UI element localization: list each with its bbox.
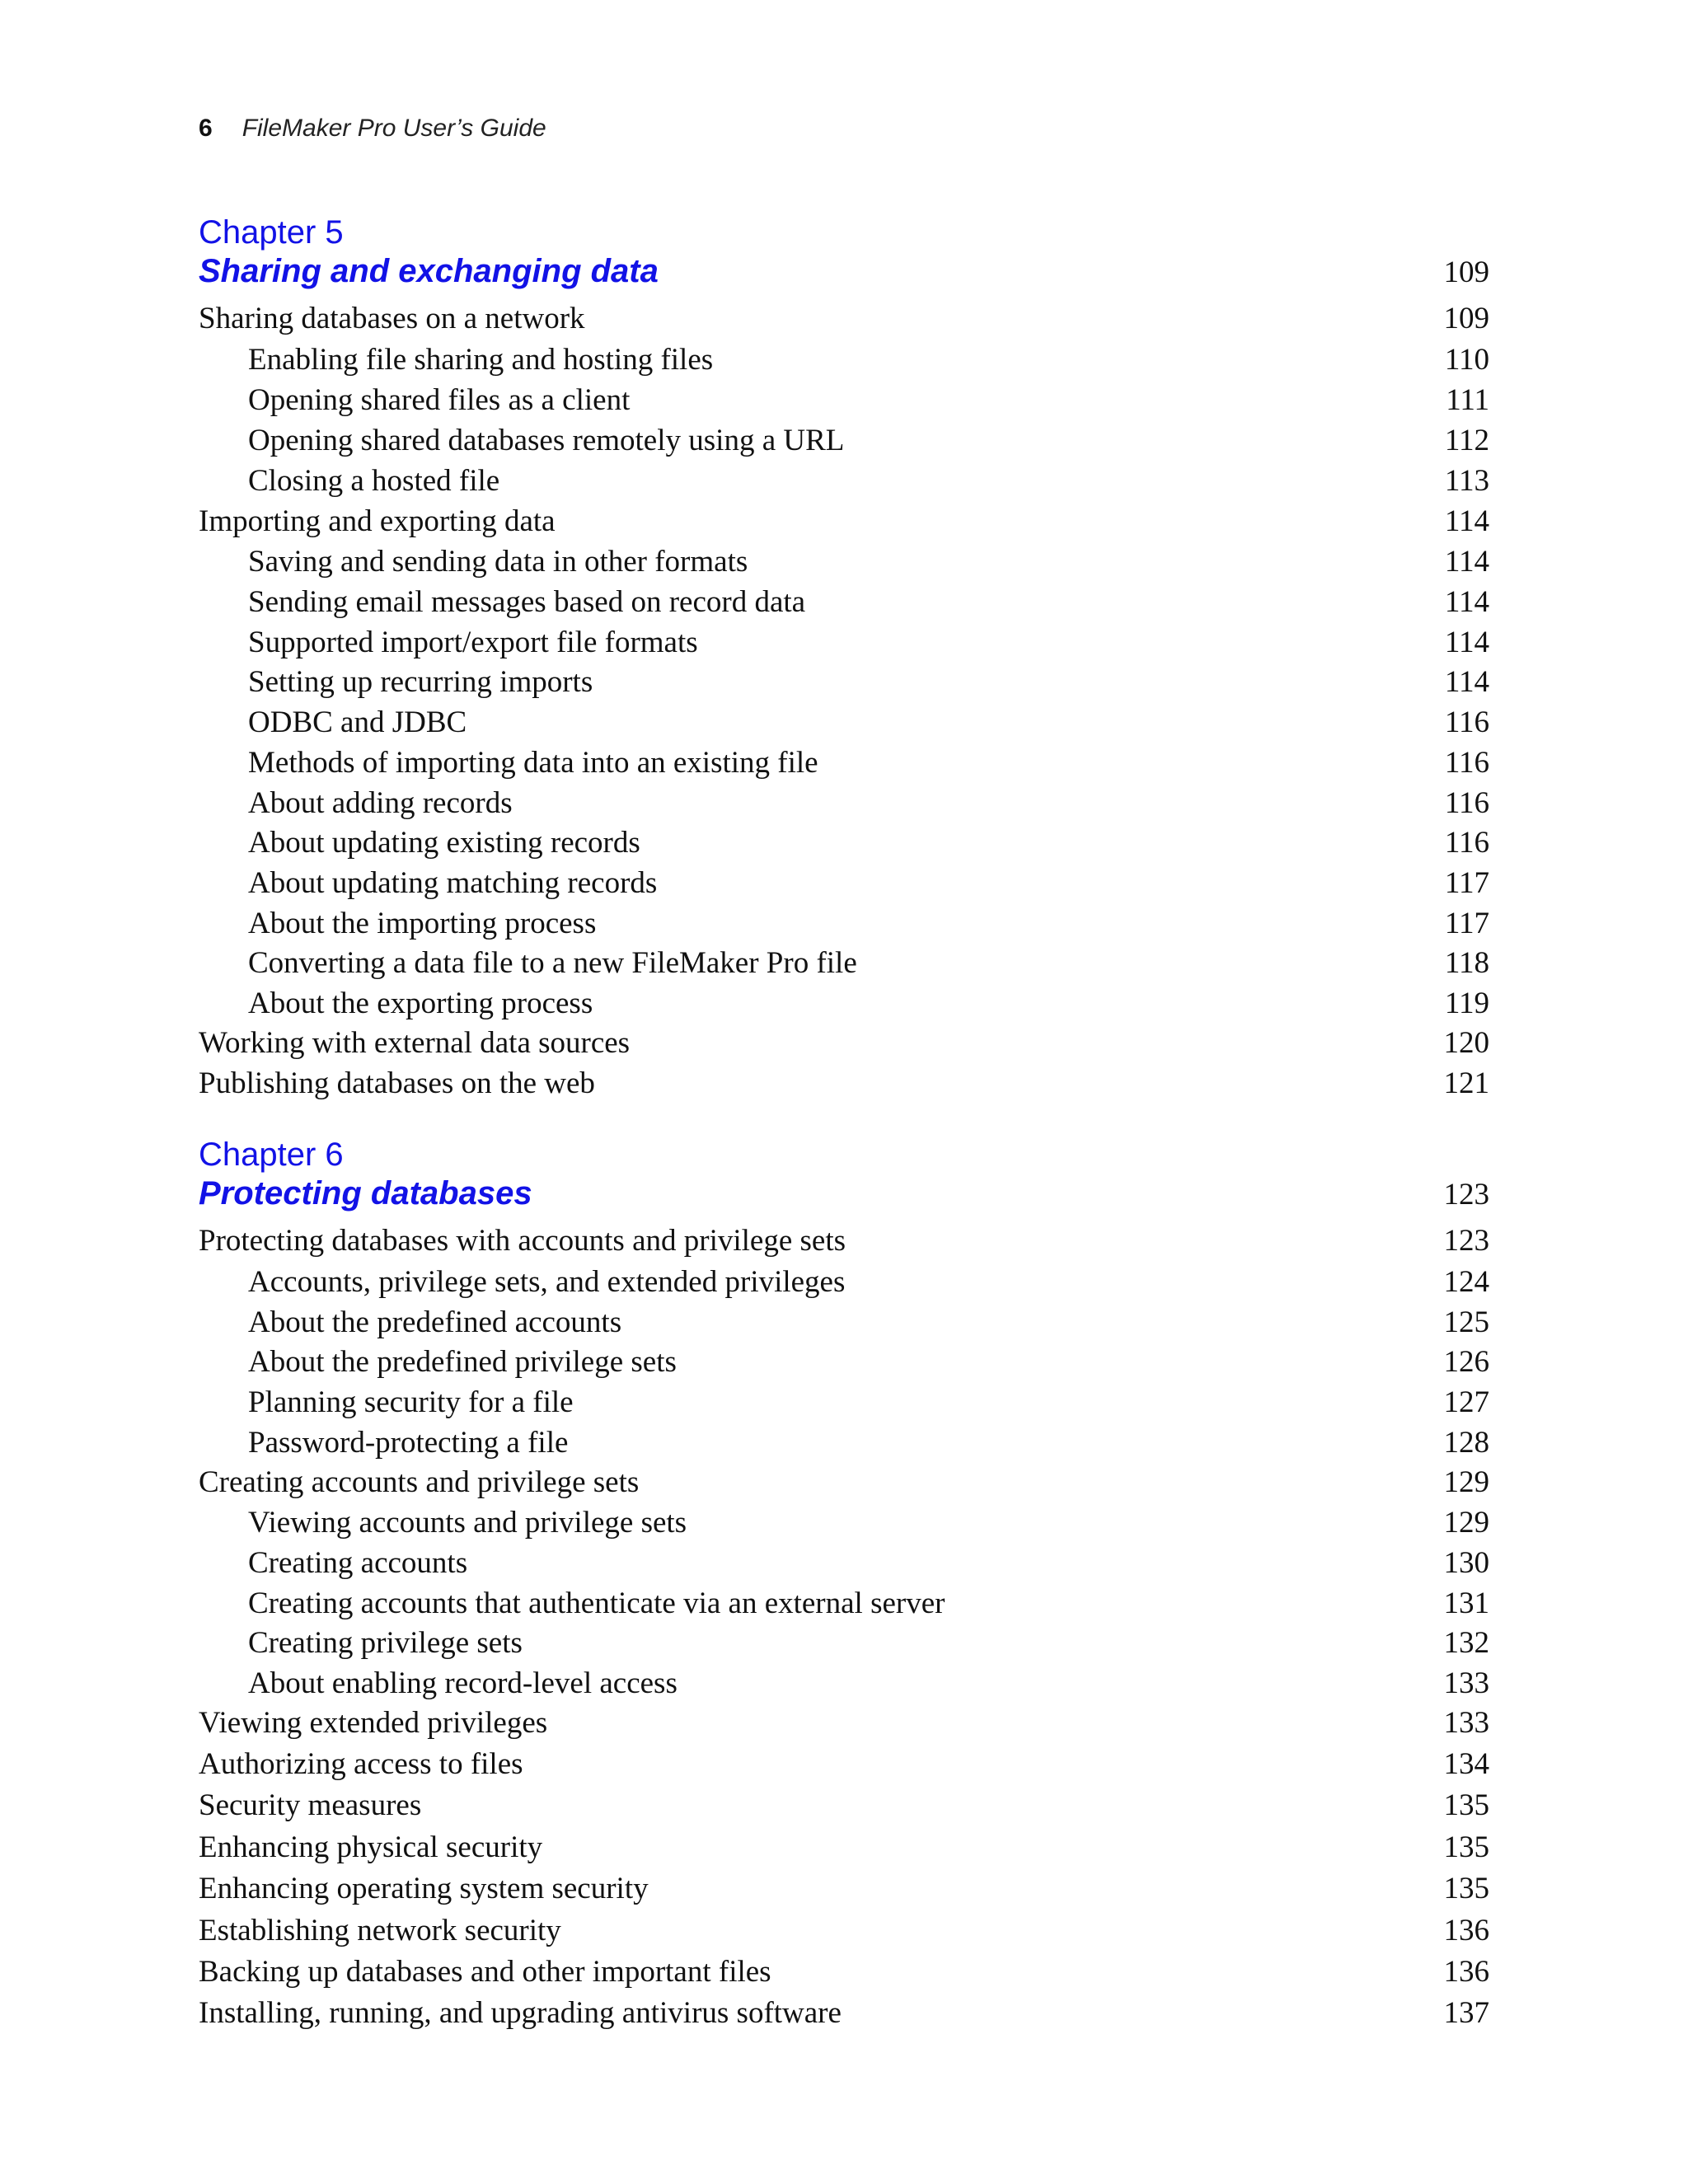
toc-entry[interactable] — [248, 1502, 1489, 1543]
toc-entry-page: 121 — [1443, 1066, 1489, 1100]
toc-entry-title: Accounts, privilege sets, and extended privileges — [248, 1265, 846, 1299]
toc-entry-page: 114 — [1444, 585, 1489, 619]
toc-entry-title: Methods of importing data into an existing file — [248, 746, 818, 780]
toc-entry-title: Security measures — [199, 1788, 422, 1822]
toc-entry[interactable] — [199, 298, 1489, 339]
toc-entry-page: 117 — [1444, 866, 1489, 900]
toc-entry-title: Supported import/export file formats — [248, 626, 698, 659]
toc-entry-page: 116 — [1444, 705, 1489, 739]
toc-entry[interactable] — [248, 983, 1489, 1024]
toc-entry-page: 136 — [1443, 1955, 1489, 1989]
toc-entry[interactable] — [199, 501, 1489, 541]
toc-entry-title: Enabling file sharing and hosting files — [248, 343, 714, 377]
toc-entry-page: 118 — [1444, 946, 1489, 980]
toc-entry-title: Establishing network security — [199, 1914, 561, 1947]
toc-entry-title: Viewing extended privileges — [199, 1706, 548, 1740]
toc-entry[interactable] — [248, 702, 1489, 743]
toc-entry-page: 114 — [1444, 545, 1489, 579]
toc-entry-title: Enhancing operating system security — [199, 1872, 649, 1905]
toc-entry[interactable] — [248, 340, 1489, 380]
toc-entry-page: 128 — [1443, 1426, 1489, 1460]
toc-entry[interactable] — [248, 1302, 1489, 1343]
toc-entry-title: Password-protecting a file — [248, 1426, 569, 1460]
toc-entry-title: About updating existing records — [248, 826, 640, 860]
toc-entry-title: Opening shared files as a client — [248, 383, 631, 417]
chapter-6-page: 123 — [1443, 1178, 1489, 1212]
toc-entry[interactable] — [199, 1462, 1489, 1502]
toc-entry[interactable] — [199, 1952, 1489, 1992]
toc-entry[interactable] — [199, 1023, 1489, 1063]
toc-entry-page: 135 — [1443, 1830, 1489, 1864]
toc-entry-title: About the exporting process — [248, 987, 593, 1020]
toc-entry-page: 120 — [1443, 1026, 1489, 1060]
toc-entry-page: 117 — [1444, 907, 1489, 940]
toc-entry-title: About adding records — [248, 786, 513, 820]
toc-entry-page: 134 — [1443, 1747, 1489, 1781]
toc-entry[interactable] — [248, 863, 1489, 903]
toc-entry[interactable] — [248, 380, 1489, 420]
toc-entry[interactable] — [248, 743, 1489, 783]
header-book-title: FileMaker Pro User’s Guide — [241, 115, 546, 142]
toc-entry[interactable] — [248, 420, 1489, 461]
toc-entry[interactable] — [199, 1744, 1489, 1784]
running-header — [199, 115, 546, 148]
toc-entry-title: Closing a hosted file — [248, 464, 500, 498]
toc-entry-title: About the predefined accounts — [248, 1305, 622, 1339]
toc-entry-title: Creating accounts that authenticate via an external server — [248, 1586, 945, 1620]
toc-entry-title: Creating accounts and privilege sets — [199, 1465, 640, 1499]
toc-entry-title: Sending email messages based on record data — [248, 585, 806, 619]
toc-entry[interactable] — [248, 1262, 1489, 1302]
chapter-5-title: Sharing and exchanging data — [199, 253, 659, 289]
toc-entry[interactable] — [248, 582, 1489, 622]
toc-entry[interactable] — [248, 823, 1489, 863]
toc-entry-page: 137 — [1443, 1996, 1489, 2030]
toc-entry[interactable] — [248, 783, 1489, 823]
toc-entry-title: Publishing databases on the web — [199, 1066, 595, 1100]
toc-entry-page: 125 — [1443, 1305, 1489, 1339]
toc-entry-page: 124 — [1443, 1265, 1489, 1299]
toc-entry-page: 114 — [1444, 665, 1489, 699]
toc-entry-title: Viewing accounts and privilege sets — [248, 1506, 687, 1540]
toc-entry[interactable] — [248, 662, 1489, 702]
toc-entry-title: Enhancing physical security — [199, 1830, 543, 1864]
toc-entry[interactable] — [248, 943, 1489, 983]
toc-entry-page: 116 — [1444, 826, 1489, 860]
toc-entry[interactable] — [199, 1993, 1489, 2033]
toc-entry-page: 131 — [1443, 1586, 1489, 1620]
toc-entry-title: Protecting databases with accounts and privilege sets — [199, 1224, 846, 1258]
toc-entry-title: Opening shared databases remotely using a URL — [248, 424, 845, 457]
toc-entry-title: Working with external data sources — [199, 1026, 631, 1060]
toc-entry-title: Creating privilege sets — [248, 1626, 523, 1660]
toc-entry-page: 111 — [1446, 383, 1489, 417]
chapter-6-label: Chapter 6 — [199, 1137, 344, 1173]
toc-entry-page: 116 — [1444, 746, 1489, 780]
toc-entry-page: 127 — [1443, 1385, 1489, 1419]
toc-entry[interactable] — [199, 1827, 1489, 1868]
toc-entry-page: 119 — [1444, 987, 1489, 1020]
toc-entry[interactable] — [199, 1910, 1489, 1951]
toc-entry-page: 135 — [1443, 1788, 1489, 1822]
toc-entry-title: Sharing databases on a network — [199, 302, 585, 335]
toc-entry-page: 114 — [1444, 626, 1489, 659]
toc-entry[interactable] — [248, 1382, 1489, 1422]
toc-entry-page: 110 — [1444, 343, 1489, 377]
toc-entry-title: Installing, running, and upgrading antivirus software — [199, 1996, 842, 2030]
toc-entry-page: 112 — [1444, 424, 1489, 457]
toc-entry[interactable] — [199, 1063, 1489, 1104]
toc-entry-page: 126 — [1443, 1345, 1489, 1379]
chapter-5-label: Chapter 5 — [199, 214, 344, 251]
toc-entry-page: 133 — [1443, 1706, 1489, 1740]
toc-entry-title: Authorizing access to files — [199, 1747, 523, 1781]
toc-entry-page: 129 — [1443, 1465, 1489, 1499]
chapter-6-title: Protecting databases — [199, 1175, 532, 1212]
toc-entry-title: ODBC and JDBC — [248, 705, 467, 739]
toc-entry[interactable] — [199, 1221, 1489, 1261]
toc-entry-title: Saving and sending data in other formats — [248, 545, 748, 579]
toc-entry-page: 113 — [1444, 464, 1489, 498]
toc-entry[interactable] — [248, 1663, 1489, 1704]
toc-entry-page: 109 — [1443, 302, 1489, 335]
toc-entry[interactable] — [248, 622, 1489, 663]
toc-entry-page: 129 — [1443, 1506, 1489, 1540]
toc-entry-title: About enabling record-level access — [248, 1666, 678, 1700]
toc-entry-page: 135 — [1443, 1872, 1489, 1905]
toc-entry[interactable] — [248, 1583, 1489, 1624]
toc-entry-page: 116 — [1444, 786, 1489, 820]
toc-entry[interactable] — [199, 1703, 1489, 1743]
toc-entry-page: 132 — [1443, 1626, 1489, 1660]
toc-entry-title: Setting up recurring imports — [248, 665, 593, 699]
toc-entry-page: 114 — [1444, 504, 1489, 538]
toc-entry-title: Converting a data file to a new FileMaker Pro file — [248, 946, 857, 980]
chapter-5-page: 109 — [1443, 255, 1489, 289]
toc-entry-title: Creating accounts — [248, 1546, 468, 1580]
toc-entry-title: About the predefined privilege sets — [248, 1345, 677, 1379]
toc-entry-page: 123 — [1443, 1224, 1489, 1258]
toc-entry-page: 136 — [1443, 1914, 1489, 1947]
toc-entry[interactable] — [248, 1422, 1489, 1463]
toc-entry-page: 133 — [1443, 1666, 1489, 1700]
toc-entry[interactable] — [199, 1868, 1489, 1909]
toc-entry-title: About updating matching records — [248, 866, 658, 900]
toc-entry[interactable] — [248, 1342, 1489, 1382]
toc-entry-title: Importing and exporting data — [199, 504, 556, 538]
toc-entry[interactable] — [199, 1785, 1489, 1825]
toc-entry[interactable] — [248, 1623, 1489, 1663]
toc-entry-page: 130 — [1443, 1546, 1489, 1580]
toc-entry[interactable] — [248, 1543, 1489, 1583]
toc-entry-title: Backing up databases and other important files — [199, 1955, 771, 1989]
header-page-number: 6 — [199, 115, 213, 142]
toc-entry[interactable] — [248, 541, 1489, 582]
toc-entry-title: About the importing process — [248, 907, 597, 940]
toc-entry[interactable] — [248, 903, 1489, 944]
toc-entry[interactable] — [248, 461, 1489, 501]
toc-entry-title: Planning security for a file — [248, 1385, 574, 1419]
